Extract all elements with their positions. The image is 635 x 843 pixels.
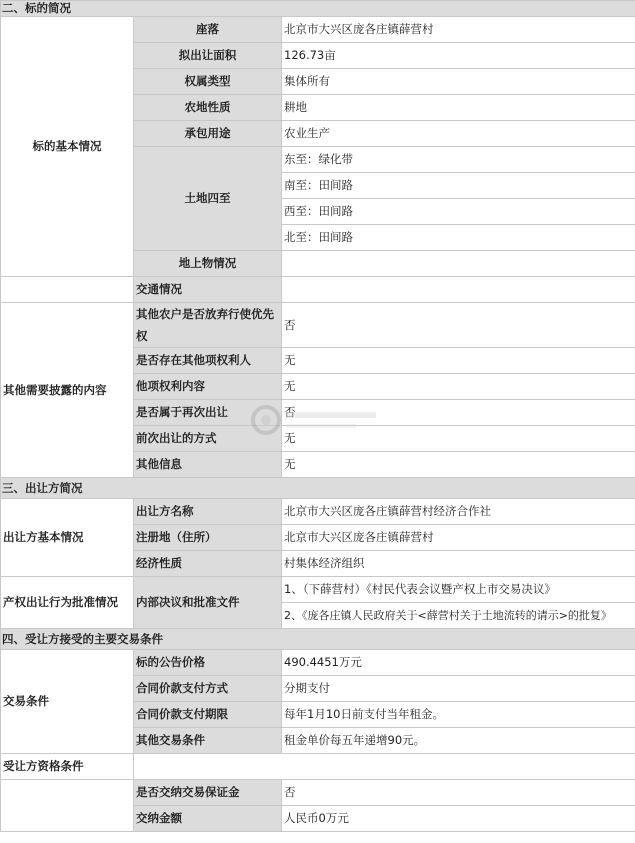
value-pay-term: 每年1月10日前支付当年租金。: [282, 702, 635, 728]
section-header-3: [1, 478, 635, 499]
group-buyer: 受让方资格条件: [1, 754, 134, 780]
label-nature: 农地性质: [134, 95, 282, 121]
value-seller-addr: 北京市大兴区庞各庄镇薛营村: [282, 525, 635, 551]
value-south: 南至：田间路: [282, 173, 635, 199]
value-pay-method: 分期支付: [282, 676, 635, 702]
value-buyer-qual: [134, 754, 635, 780]
row-traffic: [1, 277, 635, 303]
value-waive: 否: [282, 303, 635, 348]
row-seller-name: [1, 499, 635, 525]
label-prev: 前次出让的方式: [134, 426, 282, 452]
value-use: 农业生产: [282, 121, 635, 147]
label-deposit-amount: 交纳金额: [134, 806, 282, 832]
value-nature: 耕地: [282, 95, 635, 121]
group-basic: 标的基本情况: [1, 17, 134, 277]
value-deposit-pay: 否: [282, 780, 635, 806]
label-again: 是否属于再次出让: [134, 400, 282, 426]
row-buyer-qual: [1, 754, 635, 780]
label-use: 承包用途: [134, 121, 282, 147]
value-rights: 无: [282, 374, 635, 400]
label-traffic: 交通情况: [134, 277, 282, 303]
group-approval: 产权出让行为批准情况: [1, 577, 134, 629]
value-doc-1: 1、（下薛营村）《村民代表会议暨产权上市交易决议》: [282, 577, 635, 603]
value-area: 126.73亩: [282, 43, 635, 69]
value-ownership: 集体所有: [282, 69, 635, 95]
label-price: 标的公告价格: [134, 650, 282, 676]
value-price: 490.4451万元: [282, 650, 635, 676]
section-title: 四、受让方接受的主要交易条件: [1, 629, 635, 650]
value-east: 东至：绿化带: [282, 147, 635, 173]
label-seller-addr: 注册地（住所）: [134, 525, 282, 551]
row-price: [1, 650, 635, 676]
section-header-4: [1, 629, 635, 650]
section-title: 三、出让方简况: [1, 478, 635, 499]
value-north: 北至：田间路: [282, 225, 635, 251]
label-waive: 其他农户是否放弃行使优先权: [134, 303, 282, 348]
group-basic-blank: [1, 277, 134, 303]
value-traffic: [282, 277, 635, 303]
section-header-2: [1, 1, 635, 17]
label-pay-method: 合同价款支付方式: [134, 676, 282, 702]
row-waive: [1, 303, 635, 348]
value-deposit-amount: 人民币0万元: [282, 806, 635, 832]
group-seller: 出让方基本情况: [1, 499, 134, 577]
label-info: 其他信息: [134, 452, 282, 478]
group-disclose: 其他需要披露的内容: [1, 303, 134, 478]
label-rights: 他项权利内容: [134, 374, 282, 400]
label-deposit-pay: 是否交纳交易保证金: [134, 780, 282, 806]
group-deposit: [1, 780, 134, 832]
row-approval-1: [1, 577, 635, 603]
value-prev: 无: [282, 426, 635, 452]
value-above: [282, 251, 635, 277]
value-seller-econ: 村集体经济组织: [282, 551, 635, 577]
label-ownership: 权属类型: [134, 69, 282, 95]
row-deposit-pay: [1, 780, 635, 806]
value-seller-name: 北京市大兴区庞各庄镇薛营村经济合作社: [282, 499, 635, 525]
value-west: 西至：田间路: [282, 199, 635, 225]
label-approval-docs: 内部决议和批准文件: [134, 577, 282, 629]
label-other-cond: 其他交易条件: [134, 728, 282, 754]
label-others: 是否存在其他项权利人: [134, 348, 282, 374]
label-area: 拟出让面积: [134, 43, 282, 69]
value-doc-2: 2、《庞各庄镇人民政府关于<薛营村关于土地流转的请示>的批复》: [282, 603, 635, 629]
value-info: 无: [282, 452, 635, 478]
value-others: 无: [282, 348, 635, 374]
value-other-cond: 租金单价每五年递增90元。: [282, 728, 635, 754]
label-seller-econ: 经济性质: [134, 551, 282, 577]
value-again: 否: [282, 400, 635, 426]
label-seller-name: 出让方名称: [134, 499, 282, 525]
label-bounds: 土地四至: [134, 147, 282, 251]
label-location: 座落: [134, 17, 282, 43]
value-location: 北京市大兴区庞各庄镇薛营村: [282, 17, 635, 43]
label-pay-term: 合同价款支付期限: [134, 702, 282, 728]
group-trade: 交易条件: [1, 650, 134, 754]
row-location: [1, 17, 635, 43]
section-title: 二、标的简况: [1, 1, 635, 17]
label-above: 地上物情况: [134, 251, 282, 277]
